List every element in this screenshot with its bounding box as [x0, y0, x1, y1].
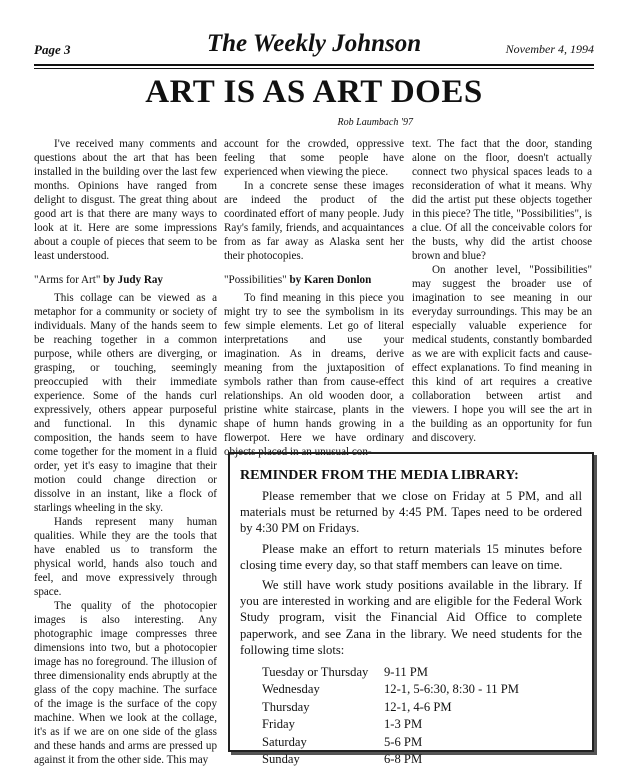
- page-label: Page 3: [34, 42, 71, 57]
- time-slot: Wednesday 12-1, 5-6:30, 8:30 - 11 PM: [262, 682, 519, 697]
- body-paragraph: Hands represent many human qualities. While they are the tools that have enabled us to transform the physical world, hands also touch and feel, and move expressively through space.: [34, 516, 217, 598]
- section-heading-arms-for-art: "Arms for Art" by Judy Ray: [34, 274, 163, 286]
- body-paragraph: In a concrete sense these images are indeed the product of the coordinated effort of many people. Judy Ray's family, friends, and acquaintances from as far away as Alaska sent her their photocopies.: [224, 180, 404, 262]
- masthead-rule: [34, 64, 594, 66]
- body-paragraph: This collage can be viewed as a metaphor for a community or society of individuals. Many of the hands seem to be reaching together in a common purpose, while others are diverging, or grasping, or touching, seemingly preoccupied with their immediate experience. Some of the hands curl expressively, others appear purposeful and functional. In this dynamic composition, the hands seem to have come together for the moment in a fluid order, yet it's easy to imagine that their motion could change direction or dissolve in an instant, like a flock of starlings wheeling in the sky.: [34, 292, 217, 514]
- time-slot: Thursday 12-1, 4-6 PM: [262, 699, 452, 714]
- reminder-title: REMINDER FROM THE MEDIA LIBRARY:: [240, 468, 519, 483]
- reminder-paragraph: We still have work study positions available in the library. If you are interested in working and are eligible for the Federal Work Study program, visit the Financial Aid Office to complete paperwork, and see Zana in the library. We need students for the following time slots:: [240, 578, 582, 657]
- article-column-3: [412, 137, 592, 442]
- article-headline: ART IS AS ART DOES: [145, 74, 483, 110]
- intro-paragraph: I've received many comments and questions about the art that has been installed in the building over the last few months. Opinions have ranged from delight to disgust. The great thing about good art is that there are many ways to look at it. Here are some impressions about a couple of pieces that seem to be least understood.: [34, 138, 217, 262]
- newspaper-title: The Weekly Johnson: [206, 30, 422, 57]
- body-paragraph: The quality of the photocopier images is also interesting. Any photographic image compresses three dimensions into two, but a photocopier image has no foreground. The illusion of three dimensionality ends abruptly at the glass of the copy machine. The surface of the image is the surface of the copy machine. When we look at the collage, it's as if we are on one side of the glass and these hands and arms are pressed up against it from the other side. This may: [34, 600, 217, 766]
- reminder-paragraph: Please make an effort to return materials 15 minutes before closing time every day, so that staff members can leave on time.: [240, 541, 582, 572]
- article-byline: Rob Laumbach '97: [337, 117, 413, 128]
- time-slot: Friday 1-3 PM: [262, 717, 423, 732]
- body-paragraph: To find meaning in this piece you might try to see the symbolism in its few simple elements. Let go of literal interpretations and use your imagination. As in dreams, derive meaning from the juxtaposition of symbols rather than from cause-effect relationships. An old wooden door, a pristine white staircase, plants in the shape of humn hands growing in a flowerpot. Here we have ordinary objects placed in an unusual con-: [224, 292, 404, 458]
- media-library-reminder-box: [228, 452, 594, 766]
- masthead-rule-thin: [34, 68, 594, 69]
- time-slot: Saturday 5-6 PM: [262, 734, 423, 749]
- issue-date: November 4, 1994: [505, 42, 594, 56]
- reminder-paragraph: Please remember that we close on Friday at 5 PM, and all materials must be returned by 4:45 PM. Tapes need to be ordered by 4:30 PM on Fridays.: [240, 489, 582, 536]
- body-paragraph-continued: account for the crowded, oppressive feeling that some people have experienced when viewing the piece.: [224, 138, 404, 178]
- time-slot-list: [262, 664, 582, 768]
- masthead: [34, 30, 594, 64]
- section-heading-possibilities: "Possibilities" by Karen Donlon: [224, 274, 372, 286]
- time-slot: Sunday 6-8 PM: [262, 751, 423, 766]
- article-column-1: [34, 137, 217, 766]
- article-column-2: [224, 137, 404, 458]
- time-slot: Tuesday or Thursday 9-11 PM: [262, 665, 428, 680]
- body-paragraph: On another level, "Possibilities" may suggest the broader use of imagination to see meaning in our everyday surroundings. This may be an especially valuable experience for medical students, constantly bombarded as we are with explicit facts and cause-effect explanations. To find meaning in this kind of art requires a creative collaboration between artist and viewers. I hope you will see the art in the building as an opportunity for fun and discovery.: [412, 264, 592, 444]
- body-paragraph-continued: text. The fact that the door, standing alone on the floor, doesn't actually connect two physical spaces leads to a reconsideration of what it means. Why did the artist put these objects together in this piece? The title, "Possibilities", is a clue. Of all the conceivable colors for the busts, why did the artist choose brown and blue?: [412, 138, 592, 262]
